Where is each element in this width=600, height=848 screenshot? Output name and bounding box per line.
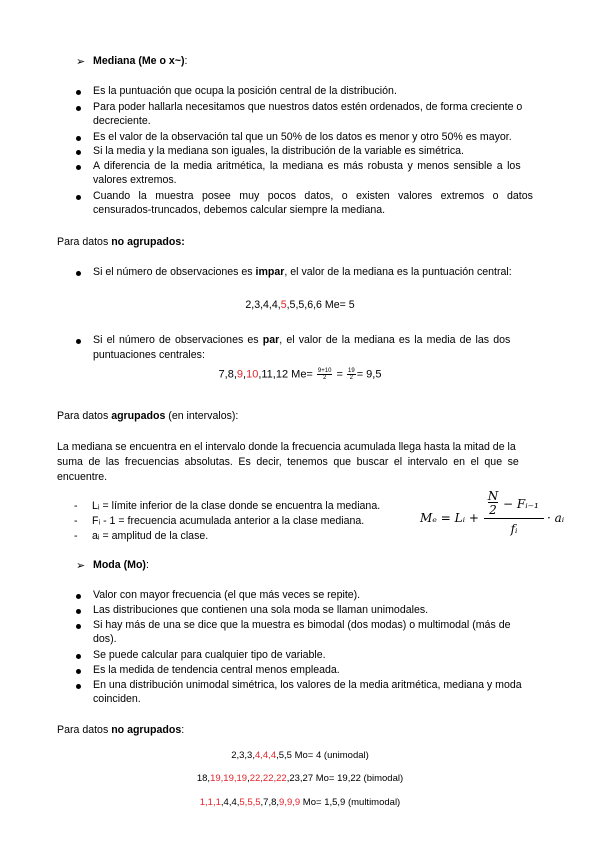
list-item-continuation: coinciden. [93,693,141,705]
moda-title: Moda (Mo) [93,559,146,571]
list-item: Las distribuciones que contienen una sola moda se llaman unimodales. [93,604,429,616]
mediana-heading: ➢ Mediana (Me o x~): [76,55,188,68]
par-example: 7,8,9,10,11,12 Me= $\frac{9+10}{2}$ = $\frac{19}{2}$ = 9,5 [218,368,382,381]
median-value-highlight: 5 [280,299,287,311]
arrow-bullet-icon: ➢ [76,560,86,572]
list-item: En una distribución unimodal simétrica, los valores de la media aritmética, mediana y moda [93,679,522,691]
list-item: Se puede calcular para cualquier tipo de variable. [93,649,326,661]
moda-heading: ➢ Moda (Mo): [76,559,149,572]
list-item-continuation: puntuaciones centrales: [93,349,205,361]
list-item: Es la puntuación que ocupa la posición central de la distribución. [93,85,397,97]
no-agrupados-heading: Para datos no agrupados: [57,236,185,248]
fraction: $\frac{9+10}{2}$ [317,368,332,381]
definition-item: - Fᵢ - 1 = frecuencia acumulada anterior a la clase mediana. [92,515,364,527]
median-formula: Mₑ = Lᵢ + N 2 − Fᵢ₋₁ fᵢ · aᵢ [420,489,565,536]
fraction: $\frac{19}{2}$ [348,368,355,381]
list-item: Si la media y la mediana son iguales, la distribución de la variable es simétrica. [93,145,464,157]
impar-example: 2,3,4,4,5,5,5,6,6 Me= 5 [245,299,355,311]
definition-item: - Lᵢ = límite inferior de la clase donde se encuentra la mediana. [92,500,380,512]
moda-example-multimodal: 1,1,1,4,4,5,5,5,7,8,9,9,9 Mo= 1,5,9 (multimodal) [199,797,401,808]
moda-no-agrupados-heading: Para datos no agrupados: [57,724,185,736]
list-item: A diferencia de la media aritmética, la mediana es más robusta y menos sensible a los [93,160,521,172]
moda-example-bimodal: 18,19,19,19,22,22,22,23,27 Mo= 19,22 (bimodal) [196,773,404,784]
list-item: Si hay más de una se dice que la muestra es bimodal (dos modas) o multimodal (más de [93,619,511,631]
list-item-continuation: decreciente. [93,115,151,127]
list-item: Es el valor de la observación tal que un 50% de los datos es menor y otro 50% es mayor. [93,131,512,143]
list-item: Valor con mayor frecuencia (el que más veces se repite). [93,589,361,601]
list-item-par: Si el número de observaciones es par, el valor de la mediana es la media de las dos [93,334,511,346]
list-item: Cuando la muestra posee muy pocos datos, o existen valores extremos o datos [93,190,533,202]
list-item-impar: Si el número de observaciones es impar, el valor de la mediana es la puntuación central: [93,266,512,278]
mediana-title: Mediana (Me o x~) [93,55,185,67]
definition-item: - aᵢ = amplitud de la clase. [92,530,208,542]
agrupados-heading: Para datos agrupados (en intervalos): [57,410,239,422]
list-item-continuation: dos). [93,633,117,645]
moda-example-unimodal: 2,3,3,4,4,4,5,5 Mo= 4 (unimodal) [231,750,369,761]
arrow-bullet-icon: ➢ [76,56,86,68]
list-item: Es la medida de tendencia central menos empleada. [93,664,340,676]
list-item-continuation: censurados-truncados, debemos calcular siempre la mediana. [93,204,386,216]
list-item: Para poder hallarla necesitamos que nuestros datos estén ordenados, de forma creciente o [93,101,523,113]
list-item-continuation: valores extremos. [93,174,177,186]
